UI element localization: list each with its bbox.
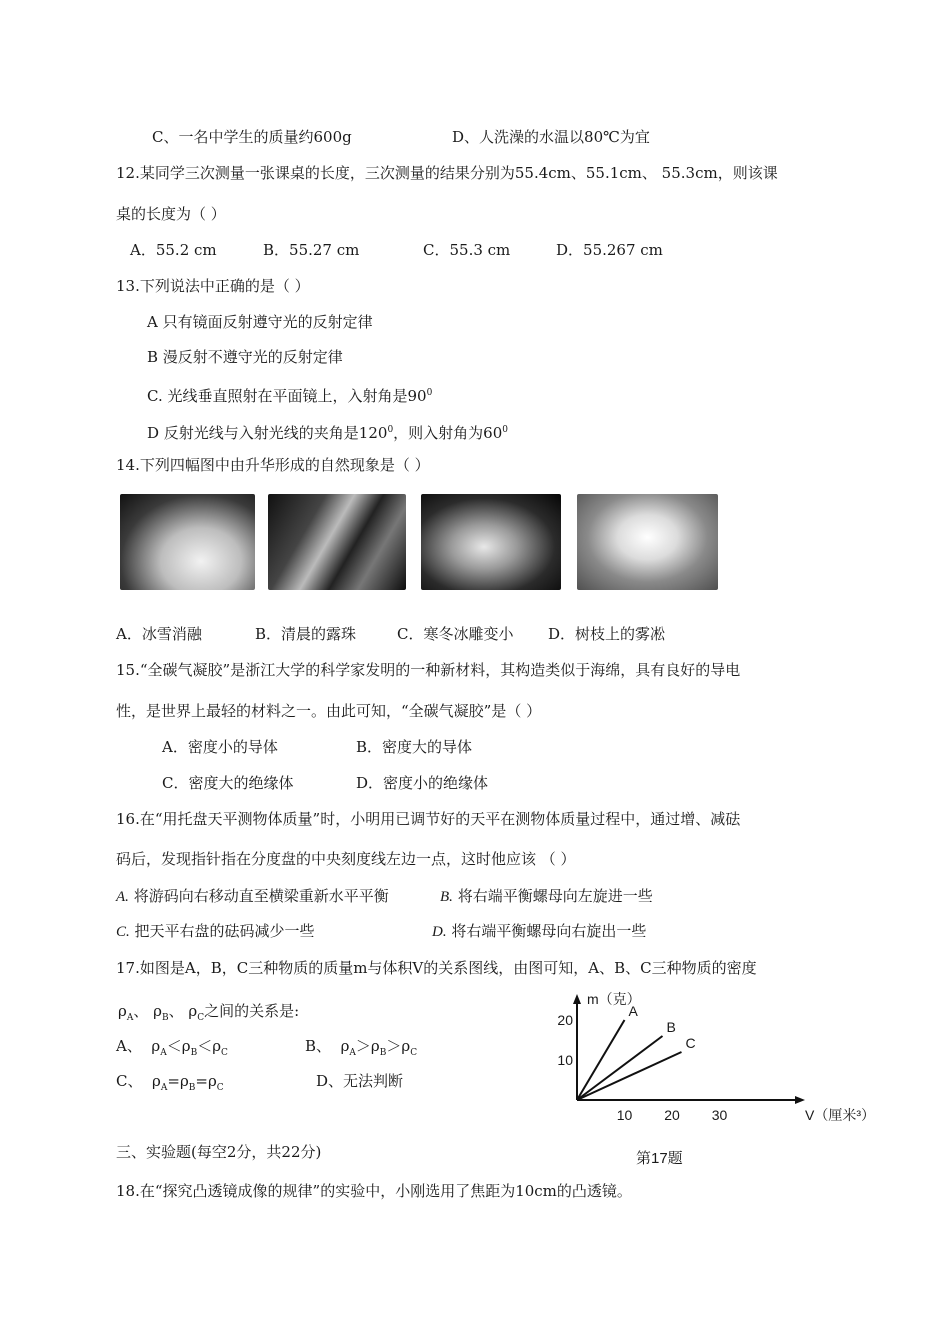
subscript-c: C [221,1048,228,1058]
less-than: ＜ [197,1037,213,1055]
subscript-b: B [188,1083,196,1093]
q14-option-d: D．树枝上的雾凇 [548,625,666,643]
chart-caption: 第17题 [636,1150,683,1167]
separator: 、 [133,1002,149,1020]
q16-option-c [116,920,315,943]
rho-symbol: ρ [118,1002,127,1020]
q15-option-c: C．密度大的绝缘体 [162,774,294,792]
section-title: 三、实验题(每空2分，共22分) [116,1143,322,1161]
q14-stem: 14.下列四幅图中由升华形成的自然现象是（ ） [116,456,430,474]
q16-option-b [440,885,653,908]
x-tick-label: 10 [616,1107,633,1123]
option-text: 将游码向右移动直至横梁重新水平平衡 [133,887,389,905]
equals: = [167,1072,180,1090]
q14-option-b: B．清晨的露珠 [255,625,357,643]
q16-stem-line2: 码后，发现指针指在分度盘的中央刻度线左边一点，这时他应该 （ ） [116,850,576,868]
q11-option-c: C、一名中学生的质量约600g [152,128,352,146]
option-text: 将右端平衡螺母向右旋出一些 [451,922,647,940]
q14-option-a: A．冰雪消融 [116,625,202,643]
q17-option-b [305,1035,417,1064]
q17-stem-line2 [118,1000,299,1029]
q12-option-c: C．55.3 cm [423,241,511,259]
y-axis-arrow [573,994,581,1004]
rho-symbol: ρ [340,1037,350,1055]
q12-stem-line2: 桌的长度为（ ） [116,205,226,223]
q13-option-b: B 漫反射不遵守光的反射定律 [147,348,343,366]
series-line-c [577,1052,682,1100]
rho-symbol: ρ [151,1037,161,1055]
q13-option-d [147,419,508,444]
q15-option-a: A．密度小的导体 [162,738,278,756]
q13-option-d-text2: ，则入射角为60 [393,424,503,442]
subscript-a: A [126,1013,134,1023]
y-axis-label: m（克） [587,991,641,1007]
rho-symbol: ρ [207,1072,217,1090]
degree-sup: 0 [426,388,433,398]
x-tick-label: 30 [711,1107,728,1123]
q16-option-a [116,885,389,908]
option-letter: D. [432,924,447,940]
subscript-b: B [161,1013,169,1023]
x-axis-arrow [795,1096,805,1104]
q12-option-b: B．55.27 cm [263,241,360,259]
photo-melting-snow [120,494,255,590]
option-label: A、 [116,1037,142,1055]
rho-symbol: ρ [152,1072,161,1090]
greater-than: ＞ [386,1037,402,1055]
q15-option-d: D．密度小的绝缘体 [356,774,489,792]
series-line-b [577,1036,663,1100]
subscript-c: C [197,1013,205,1023]
q17-option-d: D、无法判断 [316,1072,404,1090]
x-axis-label: V（厘米³） [805,1107,875,1123]
q17-option-c [116,1070,224,1099]
q12-option-a: A．55.2 cm [130,241,217,259]
option-letter: A. [116,889,129,905]
q16-option-d [432,920,646,943]
q16-stem-line1: 16.在“用托盘天平测物体质量”时，小明用已调节好的天平在测物体质量过程中，通过增、减砝 [116,810,741,828]
photo-ice-sculpture [421,494,561,590]
subscript-a: A [349,1048,356,1058]
y-tick-label: 10 [557,1052,573,1068]
rho-symbol: ρ [153,1002,162,1020]
option-text: 把天平右盘的砝码减少一些 [134,922,315,940]
photo-rime-tree [577,494,718,590]
equals: = [195,1072,208,1090]
q15-option-b: B．密度大的导体 [356,738,473,756]
mass-volume-chart [555,990,875,1125]
option-letter: C. [116,924,130,940]
rho-symbol: ρ [179,1072,189,1090]
series-label-c: C [685,1035,696,1051]
photo-morning-dew [268,494,406,590]
degree-sup: 0 [502,425,508,435]
rho-symbol: ρ [212,1037,222,1055]
degree-sup: 0 [387,425,394,435]
subscript-b: B [190,1048,198,1058]
q15-stem-line2: 性，是世界上最轻的材料之一。由此可知，“全碳气凝胶”是（ ） [116,702,542,720]
rho-symbol: ρ [370,1037,380,1055]
separator: 、 [168,1002,184,1020]
series-label-a: A [628,1003,638,1019]
option-text: 将右端平衡螺母向左旋进一些 [457,887,653,905]
x-tick-label: 20 [664,1107,680,1123]
less-than: ＜ [166,1037,182,1055]
q13-stem: 13.下列说法中正确的是（ ） [116,277,310,295]
subscript-c: C [216,1083,224,1093]
rho-symbol: ρ [181,1037,191,1055]
q18-stem: 18.在“探究凸透镜成像的规律”的实验中，小刚选用了焦距为10cm的凸透镜。 [116,1182,632,1200]
rho-symbol: ρ [401,1037,411,1055]
q17-stem-tail: 之间的关系是: [204,1002,300,1020]
q12-option-d: D．55.267 cm [556,241,663,259]
series-label-b: B [666,1019,676,1035]
y-tick-label: 20 [557,1012,573,1028]
q13-option-a: A 只有镜面反射遵守光的反射定律 [147,313,373,331]
q14-option-c: C．寒冬冰雕变小 [397,625,514,643]
subscript-a: A [160,1048,167,1058]
rho-symbol: ρ [188,1002,198,1020]
subscript-b: B [379,1048,387,1058]
q17-stem-line1: 17.如图是A，B，C三种物质的质量m与体积V的关系图线，由图可知，A、B、C三种物质的密度 [116,959,757,977]
q13-option-c [147,382,432,407]
q11-option-d: D、人洗澡的水温以80℃为宜 [452,128,650,146]
q13-option-d-text: D 反射光线与入射光线的夹角是120 [147,424,388,442]
option-letter: B. [440,889,453,905]
option-label: C、 [116,1072,143,1090]
greater-than: ＞ [355,1037,371,1055]
q15-stem-line1: 15.“全碳气凝胶”是浙江大学的科学家发明的一种新材料，其构造类似于海绵，具有良好的导电 [116,661,741,679]
q13-option-c-text: C. 光线垂直照射在平面镜上，入射角是90 [147,387,427,405]
option-label: B、 [305,1037,332,1055]
subscript-c: C [410,1048,418,1058]
q17-option-a [116,1035,228,1064]
subscript-a: A [160,1083,168,1093]
q12-stem-line1: 12.某同学三次测量一张课桌的长度，三次测量的结果分别为55.4cm、55.1cm、 55.3cm，则该课 [116,164,778,182]
